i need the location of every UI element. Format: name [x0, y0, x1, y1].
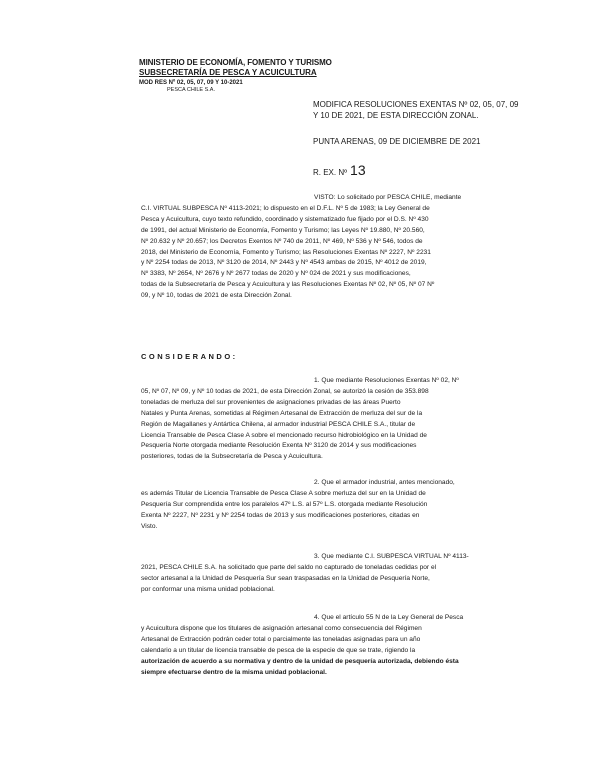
text-line: 09, y Nº 10, todas de 2021 de esta Dirección Zonal.: [141, 292, 292, 300]
considerando-1-paragraph: [141, 376, 476, 463]
text-line: de 1991, del actual Ministerio de Economía, Fomento y Turismo; las Leyes Nº 19.880, Nº 20.560,: [141, 226, 425, 234]
resolution-subject: [313, 99, 593, 121]
text-line: posteriores, todas de la Subsecretaría de Pesca y Acuicultura.: [141, 453, 323, 461]
ministry-name: MINISTERIO DE ECONOMÍA, FOMENTO Y TURISMO: [139, 58, 332, 67]
text-line: VISTO: Lo solicitado por PESCA CHILE, mediante: [314, 194, 462, 201]
text-line: sector artesanal a la Unidad de Pesquería Sur sean traspasadas en la Unidad de Pesquería Norte,: [141, 574, 430, 582]
subject-line-2: Y 10 DE 2021, DE ESTA DIRECCIÓN ZONAL.: [313, 111, 479, 120]
text-line: 2018, del Ministerio de Economía, Fomento y Turismo; las Resoluciones Exentas Nº 2227, Nº 2231: [141, 248, 431, 256]
subsecretaria-name: SUBSECRETARÍA DE PESCA Y ACUICULTURA: [139, 68, 317, 77]
text-line: todas de la Subsecretaría de Pesca y Acuicultura y las Resoluciones Exentas Nº 02, Nº 05, Nº 07 Nº: [141, 281, 435, 289]
considerando-heading: CONSIDERANDO:: [141, 352, 238, 361]
text-line: siempre efectuarse dentro de la misma unidad poblacional.: [141, 668, 327, 676]
text-line: Nº 3383, Nº 2654, Nº 2676 y Nº 2677 todas de 2020 y Nº 024 de 2021 y sus modificaciones,: [141, 270, 411, 278]
resolution-number-value: 13: [350, 162, 366, 178]
issuing-organization: [139, 58, 339, 94]
text-line: 2021, PESCA CHILE S.A. ha solicitado que parte del saldo no capturado de toneladas cedidas por el: [141, 563, 437, 571]
text-line: Visto.: [141, 522, 158, 530]
text-line: Pesquería Sur comprendida entre los paralelos 47º L.S. al 57º L.S. otorgada mediante Resolución: [141, 500, 428, 508]
text-line: Artesanal de Extracción podrán ceder total o parcialmente las toneladas asignadas para un año: [141, 635, 421, 643]
text-line: 1. Que mediante Resoluciones Exentas Nº 02, Nº: [314, 377, 459, 384]
place-date: PUNTA ARENAS, 09 DE DICIEMBRE DE 2021: [313, 137, 481, 146]
text-line: Natales y Punta Arenas, sometidas al Régimen Artesanal de Extracción de merluza del sur de la: [141, 409, 423, 417]
considerando-3-paragraph: [141, 552, 476, 596]
text-line: 2. Que el armador industrial, antes mencionado,: [314, 479, 455, 486]
subject-line-1: MODIFICA RESOLUCIONES EXENTAS Nº 02, 05, 07, 09: [313, 100, 519, 109]
text-line: Pesquería Norte otorgada mediante Resolución Exenta Nº 3120 de 2014 y sus modificaciones: [141, 442, 417, 450]
considerando-4-paragraph: [141, 613, 476, 678]
text-line: Exenta Nº 2227, Nº 2231 y Nº 2254 todas de 2013 y sus modificaciones posteriores, citadas en: [141, 511, 420, 519]
company-name: PESCA CHILE S.A.: [167, 87, 215, 93]
text-line: 3. Que mediante C.I. SUBPESCA VIRTUAL Nº 4113-: [314, 553, 469, 560]
text-line: Nº 20.632 y Nº 20.657; los Decretos Exentos Nº 740 de 2011, Nº 469, Nº 536 y Nº 546, todos de: [141, 237, 423, 245]
text-line: 05, Nº 07, Nº 09, y Nº 10 todas de 2021, de esta Dirección Zonal, se autorizó la cesión de 353.898: [141, 387, 429, 395]
text-line: y Acuicultura dispone que los titulares de asignación artesanal como consecuencia del Régimen: [141, 624, 422, 632]
text-line: es además Titular de Licencia Transable de Pesca Clase A sobre merluza del sur en la Unidad de: [141, 489, 426, 497]
text-line: Pesca y Acuicultura, cuyo texto refundido, coordinado y sistematizado fue fijado por el D.S. Nº 430: [141, 215, 429, 223]
text-line: Licencia Transable de Pesca Clase A sobre el mencionado recurso hidrobiológico en la Unidad de: [141, 431, 427, 439]
resolution-number: [313, 162, 366, 178]
text-line: calendario a un titular de licencia transable de pesca de la especie de que se trate, rigiendo la: [141, 646, 416, 654]
visto-paragraph: [141, 193, 476, 302]
text-line: C.I. VIRTUAL SUBPESCA Nº 4113-2021; lo dispuesto en el D.F.L. Nº 5 de 1983; la Ley General de: [141, 204, 430, 212]
reference-code: MOD RES Nº 02, 05, 07, 09 Y 10-2021: [139, 80, 243, 86]
text-line: autorización de acuerdo a su normativa y dentro de la unidad de pesquería autorizada, debiendo ésta: [141, 657, 459, 665]
text-line: 4. Que el artículo 55 N de la Ley General de Pesca: [314, 614, 464, 621]
text-line: toneladas de merluza del sur provenientes de asignaciones privadas de las áreas Puerto: [141, 398, 401, 406]
considerando-2-paragraph: [141, 478, 476, 533]
text-line: Región de Magallanes y Antártica Chilena, al armador industrial PESCA CHILE S.A., titular de: [141, 420, 416, 428]
text-line: y Nº 2254 todas de 2013, Nº 3120 de 2014, Nº 2443 y Nº 4543 ambas de 2015, Nº 4012 de 2019,: [141, 259, 427, 267]
text-line: por conformar una misma unidad poblacional.: [141, 585, 275, 593]
resolution-label: R. EX. Nº: [313, 168, 348, 177]
